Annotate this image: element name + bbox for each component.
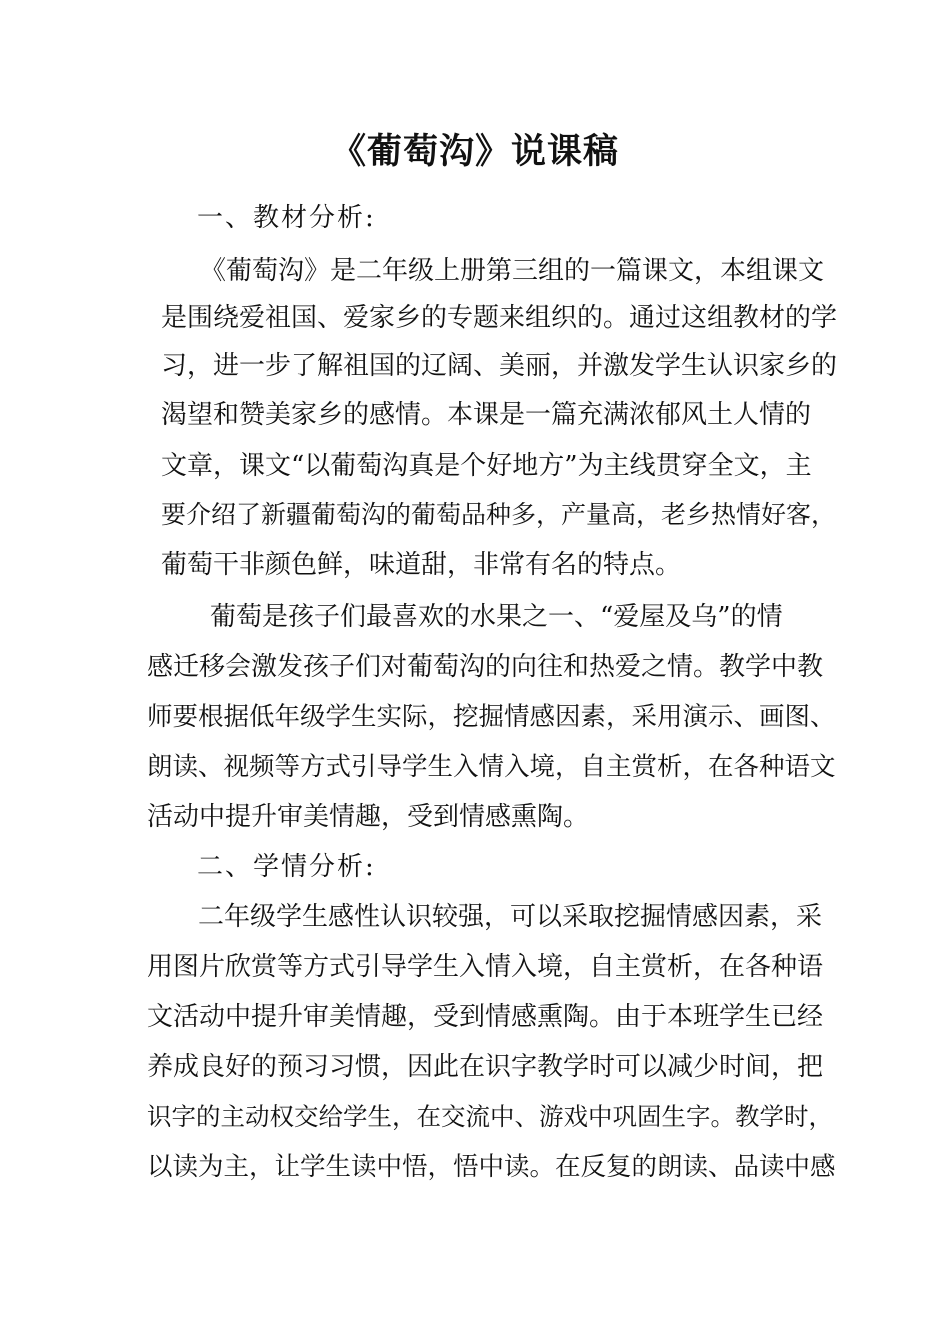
text-line: 要介绍了新疆葡萄沟的葡萄品种多，产量高，老乡热情好客， xyxy=(161,500,837,529)
text-line: 渴望和赞美家乡的感情。本课是一篇充满浓郁风土人情的 xyxy=(161,400,812,430)
text-line: 习，进一步了解祖国的辽阔、美丽，并激发学生认识家乡的 xyxy=(161,351,838,381)
text-line: 感迁移会激发孩子们对葡萄沟的向往和热爱之情。教学中教 xyxy=(147,652,824,682)
section-heading-textbook-analysis: 一、教材分析: xyxy=(197,203,376,233)
section-heading-student-analysis: 二、学情分析: xyxy=(197,852,376,882)
text-line: 朗读、视频等方式引导学生入情入境，自主赏析，在各种语文 xyxy=(147,752,836,782)
text-line: 师要根据低年级学生实际，挖掘情感因素，采用演示、画图、 xyxy=(147,702,836,732)
text-line: 识字的主动权交给学生，在交流中、游戏中巩固生字。教学时， xyxy=(147,1102,833,1131)
text-line: 以读为主，让学生读中悟，悟中读。在反复的朗读、品读中感 xyxy=(147,1152,836,1182)
text-line: 葡萄干非颜色鲜，味道甜，非常有名的特点。 xyxy=(161,550,682,580)
text-line: 二年级学生感性认识较强，可以采取挖掘情感因素，采 xyxy=(198,902,823,932)
text-line: 活动中提升审美情趣，受到情感熏陶。 xyxy=(147,802,590,832)
text-line: 《葡萄沟》是二年级上册第三组的一篇课文，本组课文 xyxy=(200,256,825,286)
text-line: 文活动中提升审美情趣，受到情感熏陶。由于本班学生已经 xyxy=(147,1002,824,1032)
text-line: 用图片欣赏等方式引导学生入情入境，自主赏析，在各种语 xyxy=(147,952,824,982)
text-line: 文章，课文“以葡萄沟真是个好地方”为主线贯穿全文，主 xyxy=(161,451,812,481)
text-line: 葡萄是孩子们最喜欢的水果之一、“爱屋及乌”的情 xyxy=(210,602,783,632)
document-title: 《葡萄沟》说课稿 xyxy=(330,132,619,172)
text-line: 是围绕爱祖国、爱家乡的专题来组织的。通过这组教材的学 xyxy=(161,303,838,333)
text-line: 养成良好的预习习惯，因此在识字教学时可以减少时间，把 xyxy=(147,1052,824,1082)
